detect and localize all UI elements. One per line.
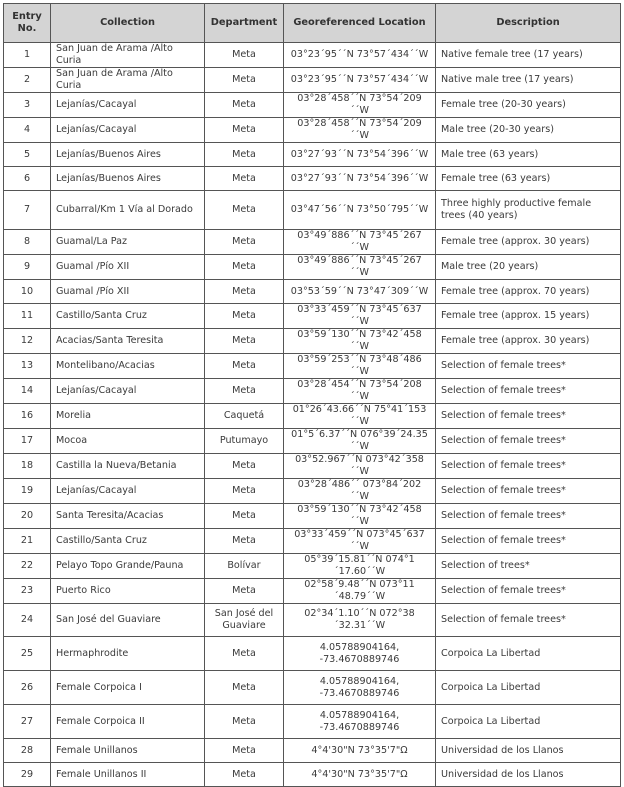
description: Female tree (63 years) [436, 167, 621, 191]
entry-no: 26 [4, 671, 51, 705]
table-row [4, 429, 621, 454]
table-row [4, 763, 621, 787]
table-row [4, 304, 621, 329]
table-row [4, 280, 621, 304]
georeferenced-location: 03°33´459´´N 073°45´637´´W [284, 529, 436, 554]
description: Selection of trees* [436, 554, 621, 579]
table-row [4, 529, 621, 554]
description: Male tree (20 years) [436, 255, 621, 280]
description: Male tree (20-30 years) [436, 118, 621, 143]
georeferenced-location: 4.05788904164, -73.4670889746 [284, 637, 436, 671]
description: Selection of female trees* [436, 454, 621, 479]
entry-no: 17 [4, 429, 51, 454]
table-row [4, 230, 621, 255]
collection: San José del Guaviare [51, 604, 205, 637]
georeferenced-location: 03°59´130´´N 73°42´458´´W [284, 504, 436, 529]
department: Meta [205, 93, 284, 118]
table-row [4, 479, 621, 504]
entry-no: 13 [4, 354, 51, 379]
collection: Female Unillanos [51, 739, 205, 763]
table-row [4, 705, 621, 739]
collection: Puerto Rico [51, 579, 205, 604]
georeferenced-location: 03°28´458´´N 73°54´209´´W [284, 118, 436, 143]
collection: Lejanías/Cacayal [51, 93, 205, 118]
header-entry-no: Entry No. [4, 4, 51, 43]
table-row [4, 579, 621, 604]
department: Meta [205, 43, 284, 68]
department: Meta [205, 763, 284, 787]
header-georeferenced-location: Georeferenced Location [284, 4, 436, 43]
header-department: Department [205, 4, 284, 43]
entry-no: 11 [4, 304, 51, 329]
description: Female tree (approx. 15 years) [436, 304, 621, 329]
description: Selection of female trees* [436, 604, 621, 637]
description: Native female tree (17 years) [436, 43, 621, 68]
collection: Castilla la Nueva/Betania [51, 454, 205, 479]
entry-no: 5 [4, 143, 51, 167]
entry-no: 4 [4, 118, 51, 143]
department: Meta [205, 191, 284, 230]
description: Selection of female trees* [436, 579, 621, 604]
georeferenced-location: 03°59´130´´N 73°42´458´´W [284, 329, 436, 354]
table-row [4, 739, 621, 763]
collection: Lejanías/Cacayal [51, 479, 205, 504]
table-row [4, 143, 621, 167]
table-row [4, 329, 621, 354]
entry-no: 1 [4, 43, 51, 68]
collection: Castillo/Santa Cruz [51, 529, 205, 554]
georeferenced-location: 03°49´886´´N 73°45´267´´W [284, 230, 436, 255]
description: Female tree (20-30 years) [436, 93, 621, 118]
collection: Morelia [51, 404, 205, 429]
description: Selection of female trees* [436, 379, 621, 404]
description: Corpoica La Libertad [436, 705, 621, 739]
entry-no: 22 [4, 554, 51, 579]
department: San José del Guaviare [205, 604, 284, 637]
table-row [4, 255, 621, 280]
collection: San Juan de Arama /Alto Curia [51, 43, 205, 68]
georeferenced-location: 4.05788904164, -73.4670889746 [284, 705, 436, 739]
collection: Lejanías/Cacayal [51, 379, 205, 404]
georeferenced-location: 03°49´886´´N 73°45´267´´W [284, 255, 436, 280]
table-row [4, 379, 621, 404]
description: Female tree (approx. 30 years) [436, 230, 621, 255]
description: Female tree (approx. 70 years) [436, 280, 621, 304]
department: Meta [205, 529, 284, 554]
table-header-row [4, 4, 621, 43]
table-row [4, 404, 621, 429]
collection: Cubarral/Km 1 Vía al Dorado [51, 191, 205, 230]
georeferenced-location: 03°28´458´´N 73°54´209´´W [284, 93, 436, 118]
collection: San Juan de Arama /Alto Curia [51, 68, 205, 93]
table-row [4, 43, 621, 68]
entry-no: 20 [4, 504, 51, 529]
header-description: Description [436, 4, 621, 43]
georeferenced-location: 02°58´9.48´´N 073°11´48.79´´W [284, 579, 436, 604]
entry-no: 25 [4, 637, 51, 671]
department: Meta [205, 255, 284, 280]
georeferenced-location: 03°27´93´´N 73°54´396´´W [284, 143, 436, 167]
description: Selection of female trees* [436, 354, 621, 379]
entry-no: 18 [4, 454, 51, 479]
collection: Lejanías/Cacayal [51, 118, 205, 143]
georeferenced-location: 03°27´93´´N 73°54´396´´W [284, 167, 436, 191]
entry-no: 21 [4, 529, 51, 554]
entry-no: 29 [4, 763, 51, 787]
collection: Castillo/Santa Cruz [51, 304, 205, 329]
description: Corpoica La Libertad [436, 637, 621, 671]
department: Bolívar [205, 554, 284, 579]
georeferenced-location: 03°59´253´´N 73°48´486´´W [284, 354, 436, 379]
entry-no: 3 [4, 93, 51, 118]
collection: Lejanías/Buenos Aires [51, 167, 205, 191]
table-row [4, 93, 621, 118]
department: Meta [205, 504, 284, 529]
collection: Female Unillanos II [51, 763, 205, 787]
table-row [4, 354, 621, 379]
entry-no: 14 [4, 379, 51, 404]
table-row [4, 68, 621, 93]
collection: Lejanías/Buenos Aires [51, 143, 205, 167]
collection: Hermaphrodite [51, 637, 205, 671]
description: Selection of female trees* [436, 404, 621, 429]
collection: Mocoa [51, 429, 205, 454]
description: Male tree (63 years) [436, 143, 621, 167]
description: Selection of female trees* [436, 504, 621, 529]
georeferenced-location: 02°34´1.10´´N 072°38´32.31´´W [284, 604, 436, 637]
georeferenced-location: 03°47´56´´N 73°50´795´´W [284, 191, 436, 230]
department: Meta [205, 637, 284, 671]
department: Meta [205, 479, 284, 504]
georeferenced-location: 03°23´95´´N 73°57´434´´W [284, 68, 436, 93]
collection: Pelayo Topo Grande/Pauna [51, 554, 205, 579]
georeferenced-location: 03°52.967´´N 073°42´358´´W [284, 454, 436, 479]
department: Meta [205, 230, 284, 255]
georeferenced-location: 4°4'30"N 73°35'7"Ω [284, 739, 436, 763]
table-row [4, 504, 621, 529]
georeferenced-location: 01°5´6.37´´N 076°39´24.35´´W [284, 429, 436, 454]
department: Meta [205, 379, 284, 404]
georeferenced-location: 03°53´59´´N 73°47´309´´W [284, 280, 436, 304]
header-collection: Collection [51, 4, 205, 43]
table-row [4, 671, 621, 705]
georeferenced-location: 4.05788904164, -73.4670889746 [284, 671, 436, 705]
collection: Female Corpoica I [51, 671, 205, 705]
georeferenced-location: 05°39´15.81´´N 074°1´17.60´´W [284, 554, 436, 579]
department: Putumayo [205, 429, 284, 454]
description: Selection of female trees* [436, 479, 621, 504]
department: Meta [205, 739, 284, 763]
description: Corpoica La Libertad [436, 671, 621, 705]
department: Meta [205, 454, 284, 479]
collections-table [3, 3, 621, 787]
georeferenced-location: 03°28´454´´N 73°54´208´´W [284, 379, 436, 404]
department: Meta [205, 354, 284, 379]
department: Caquetá [205, 404, 284, 429]
description: Universidad de los Llanos [436, 739, 621, 763]
collection: Guamal /Pío XII [51, 255, 205, 280]
entry-no: 23 [4, 579, 51, 604]
entry-no: 7 [4, 191, 51, 230]
georeferenced-location: 03°33´459´´N 73°45´637´´W [284, 304, 436, 329]
entry-no: 12 [4, 329, 51, 354]
entry-no: 24 [4, 604, 51, 637]
table-row [4, 604, 621, 637]
department: Meta [205, 705, 284, 739]
department: Meta [205, 143, 284, 167]
department: Meta [205, 329, 284, 354]
georeferenced-location: 03°28´486´´ 073°84´202´´W [284, 479, 436, 504]
description: Female tree (approx. 30 years) [436, 329, 621, 354]
georeferenced-location: 03°23´95´´N 73°57´434´´W [284, 43, 436, 68]
description: Universidad de los Llanos [436, 763, 621, 787]
department: Meta [205, 118, 284, 143]
entry-no: 9 [4, 255, 51, 280]
description: Selection of female trees* [436, 529, 621, 554]
entry-no: 28 [4, 739, 51, 763]
table-row [4, 454, 621, 479]
description: Three highly productive female trees (40 years) [436, 191, 621, 230]
table-row [4, 118, 621, 143]
department: Meta [205, 671, 284, 705]
table-row [4, 191, 621, 230]
department: Meta [205, 304, 284, 329]
table-row [4, 637, 621, 671]
entry-no: 10 [4, 280, 51, 304]
department: Meta [205, 68, 284, 93]
entry-no: 2 [4, 68, 51, 93]
entry-no: 6 [4, 167, 51, 191]
entry-no: 19 [4, 479, 51, 504]
collection: Female Corpoica II [51, 705, 205, 739]
table-row [4, 554, 621, 579]
collection: Acacias/Santa Teresita [51, 329, 205, 354]
entry-no: 8 [4, 230, 51, 255]
table-row [4, 167, 621, 191]
description: Native male tree (17 years) [436, 68, 621, 93]
department: Meta [205, 167, 284, 191]
collection: Guamal /Pío XII [51, 280, 205, 304]
georeferenced-location: 4°4'30"N 73°35'7"Ω [284, 763, 436, 787]
department: Meta [205, 579, 284, 604]
description: Selection of female trees* [436, 429, 621, 454]
entry-no: 27 [4, 705, 51, 739]
collection: Montelibano/Acacias [51, 354, 205, 379]
department: Meta [205, 280, 284, 304]
collection: Santa Teresita/Acacias [51, 504, 205, 529]
entry-no: 16 [4, 404, 51, 429]
collections-table-container [3, 3, 620, 787]
georeferenced-location: 01°26´43.66´´N 75°41´153´´W [284, 404, 436, 429]
collection: Guamal/La Paz [51, 230, 205, 255]
